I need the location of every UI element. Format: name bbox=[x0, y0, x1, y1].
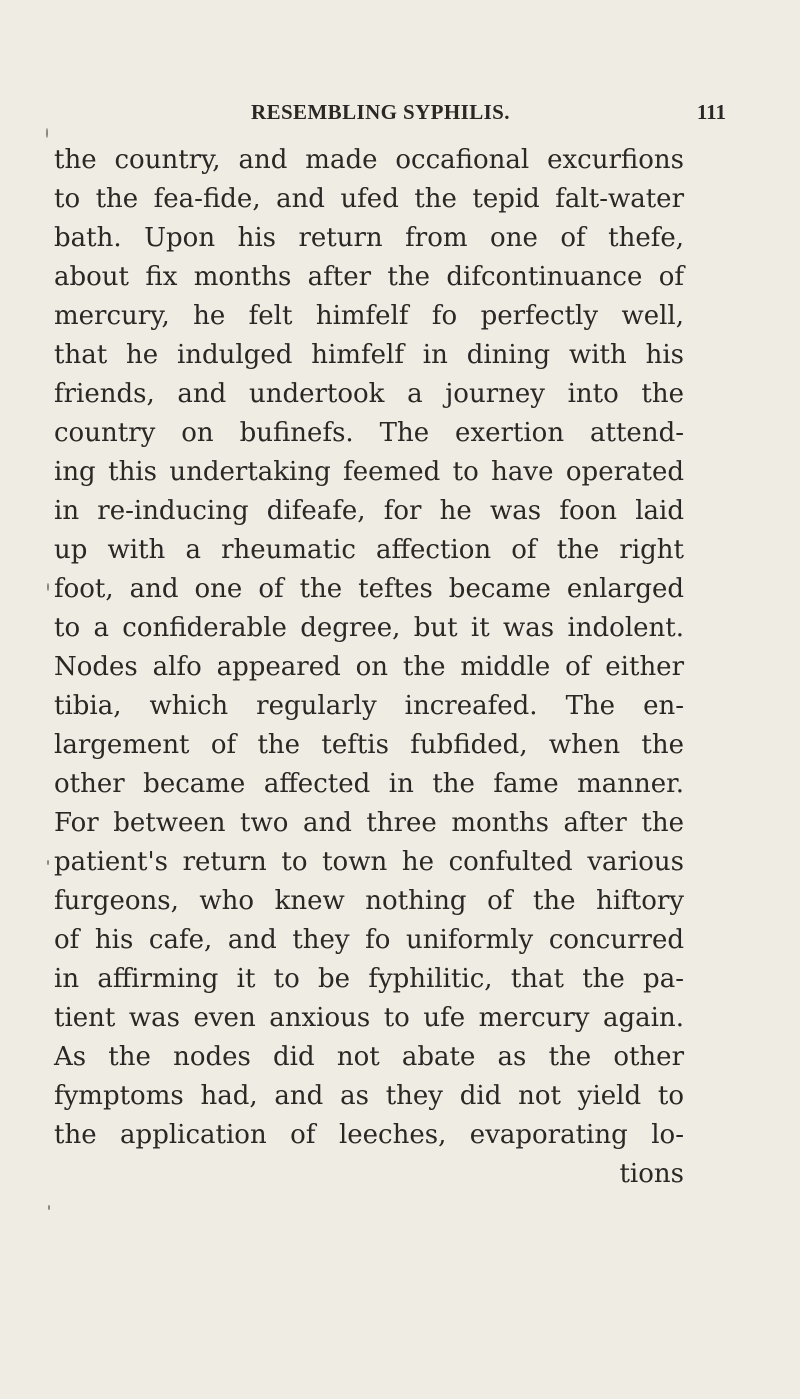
text-line: of his cafe, and they fo uniformly concurred bbox=[54, 925, 684, 955]
text-line: to the fea-fide, and ufed the tepid falt-water bbox=[54, 184, 684, 214]
paper-speck bbox=[47, 583, 49, 591]
text-line-last: tions bbox=[619, 1159, 684, 1189]
running-title: RESEMBLING SYPHILIS. bbox=[251, 100, 510, 124]
text-line: in affirming it to be fyphilitic, that the pa- bbox=[54, 964, 684, 994]
text-line: mercury, he felt himfelf fo perfectly well, bbox=[54, 301, 684, 331]
text-line: friends, and undertook a journey into the bbox=[54, 379, 684, 409]
text-line: As the nodes did not abate as the other bbox=[54, 1042, 684, 1072]
text-line: up with a rheumatic affection of the right bbox=[54, 535, 684, 565]
text-line: bath. Upon his return from one of thefe, bbox=[54, 223, 684, 253]
paper-speck bbox=[47, 860, 49, 865]
text-line: largement of the teftis fubfided, when the bbox=[54, 730, 684, 760]
text-line: tibia, which regularly increafed. The en- bbox=[54, 691, 684, 721]
text-line: the application of leeches, evaporating lo- bbox=[54, 1120, 684, 1150]
text-line: to a confiderable degree, but it was indolent. bbox=[54, 613, 684, 643]
text-line: Nodes alfo appeared on the middle of either bbox=[54, 652, 684, 682]
text-line: fymptoms had, and as they did not yield to bbox=[54, 1081, 684, 1111]
paper-speck bbox=[46, 128, 48, 138]
text-line: country on bufinefs. The exertion attend- bbox=[54, 418, 684, 448]
text-line: ing this undertaking feemed to have operated bbox=[54, 457, 684, 487]
text-line: tient was even anxious to ufe mercury again. bbox=[54, 1003, 684, 1033]
text-line: in re-inducing difeafe, for he was foon laid bbox=[54, 496, 684, 526]
page-header bbox=[86, 100, 726, 130]
text-line: patient's return to town he confulted various bbox=[54, 847, 684, 877]
text-line: furgeons, who knew nothing of the hiftory bbox=[54, 886, 684, 916]
paper-speck bbox=[48, 1205, 50, 1210]
text-line: For between two and three months after the bbox=[54, 808, 684, 838]
text-line: that he indulged himfelf in dining with his bbox=[54, 340, 684, 370]
text-line: the country, and made occafional excurfions bbox=[54, 145, 684, 175]
text-line: other became affected in the fame manner. bbox=[54, 769, 684, 799]
body-text bbox=[54, 141, 684, 1194]
text-line: about fix months after the difcontinuance of bbox=[54, 262, 684, 292]
text-line: foot, and one of the teftes became enlarged bbox=[54, 574, 684, 604]
page-number: 111 bbox=[696, 100, 726, 124]
